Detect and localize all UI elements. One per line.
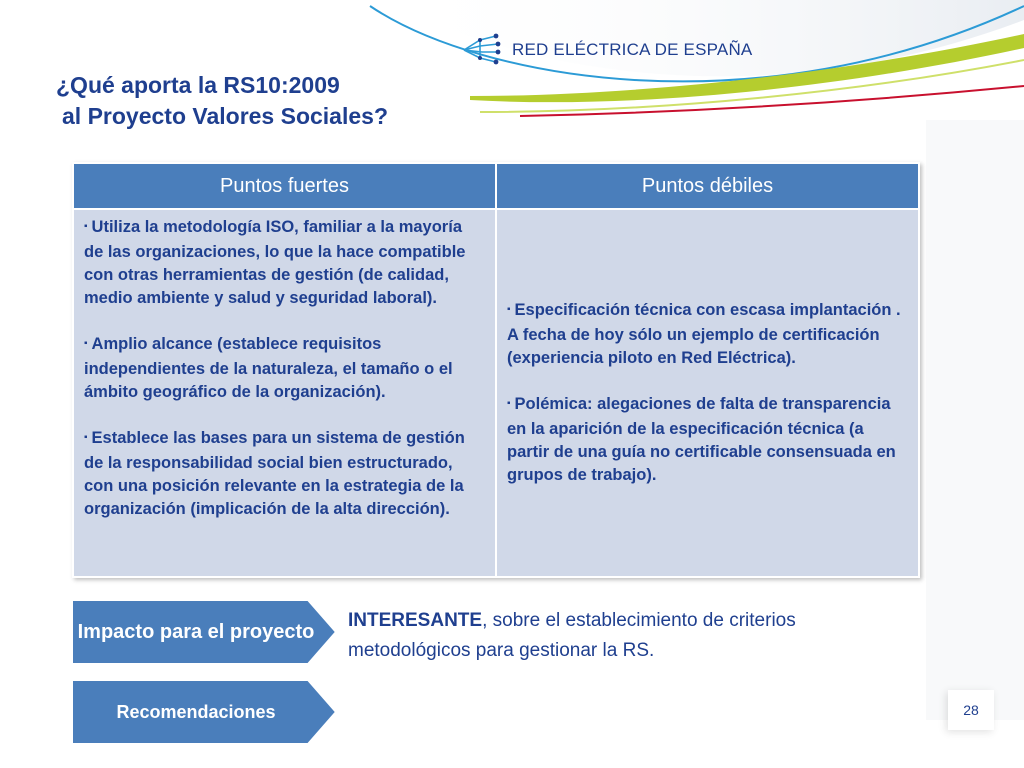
page-number: 28 <box>948 690 994 730</box>
bullet-icon: ▪ <box>84 221 88 232</box>
company-logo <box>462 30 752 70</box>
header-strengths: Puntos fuertes <box>73 163 496 209</box>
strength-item: ▪ Establece las bases para un sistema de gestión de la responsabilidad social bien estructurado, con una posición relevante en la estrategia de la organización (implicación de la alta dirección). <box>84 429 465 518</box>
slide-title <box>56 70 388 132</box>
header-weaknesses: Puntos débiles <box>496 163 919 209</box>
weaknesses-cell <box>496 209 919 577</box>
impact-description <box>348 606 848 666</box>
strengths-cell <box>73 209 496 577</box>
recommendations-label: Recomendaciones <box>116 701 276 722</box>
network-logo-icon <box>462 32 502 68</box>
bullet-icon: ▪ <box>507 304 511 315</box>
strength-item: ▪ Utiliza la metodología ISO, familiar a la mayoría de las organizaciones, lo que la hace compatible con otras herramientas de gestión (de calidad, medio ambiente y salud y seguridad laboral). <box>84 218 466 307</box>
recommendations-arrow-shape <box>70 678 338 746</box>
impact-highlight: INTERESANTE <box>348 610 483 631</box>
slide-title-line-2: al Proyecto Valores Sociales? <box>62 103 388 129</box>
strength-item: ▪ Amplio alcance (establece requisitos independientes de la naturaleza, el tamaño o el ámbito geográfico de la organización). <box>84 335 453 401</box>
slide-title-line-1: ¿Qué aporta la RS10:2009 <box>56 72 340 98</box>
strengths-weaknesses-table <box>72 162 920 578</box>
bullet-icon: ▪ <box>507 398 511 409</box>
impact-arrow-shape <box>70 598 338 666</box>
bullet-icon: ▪ <box>84 432 88 443</box>
bullet-icon: ▪ <box>84 338 88 349</box>
weakness-item: ▪ Polémica: alegaciones de falta de transparencia en la aparición de la especificación técnica (a partir de una guía no certificable consensuada en grupos de trabajo). <box>507 395 896 484</box>
impact-text: , sobre el establecimiento de criterios metodológicos para gestionar la RS. <box>348 610 796 661</box>
company-name: RED ELÉCTRICA DE ESPAÑA <box>512 40 753 59</box>
weakness-item: ▪ Especificación técnica con escasa implantación . A fecha de hoy sólo un ejemplo de certificación (experiencia piloto en Red Eléctrica). <box>507 301 901 367</box>
impact-label: Impacto para el proyecto <box>77 620 315 643</box>
